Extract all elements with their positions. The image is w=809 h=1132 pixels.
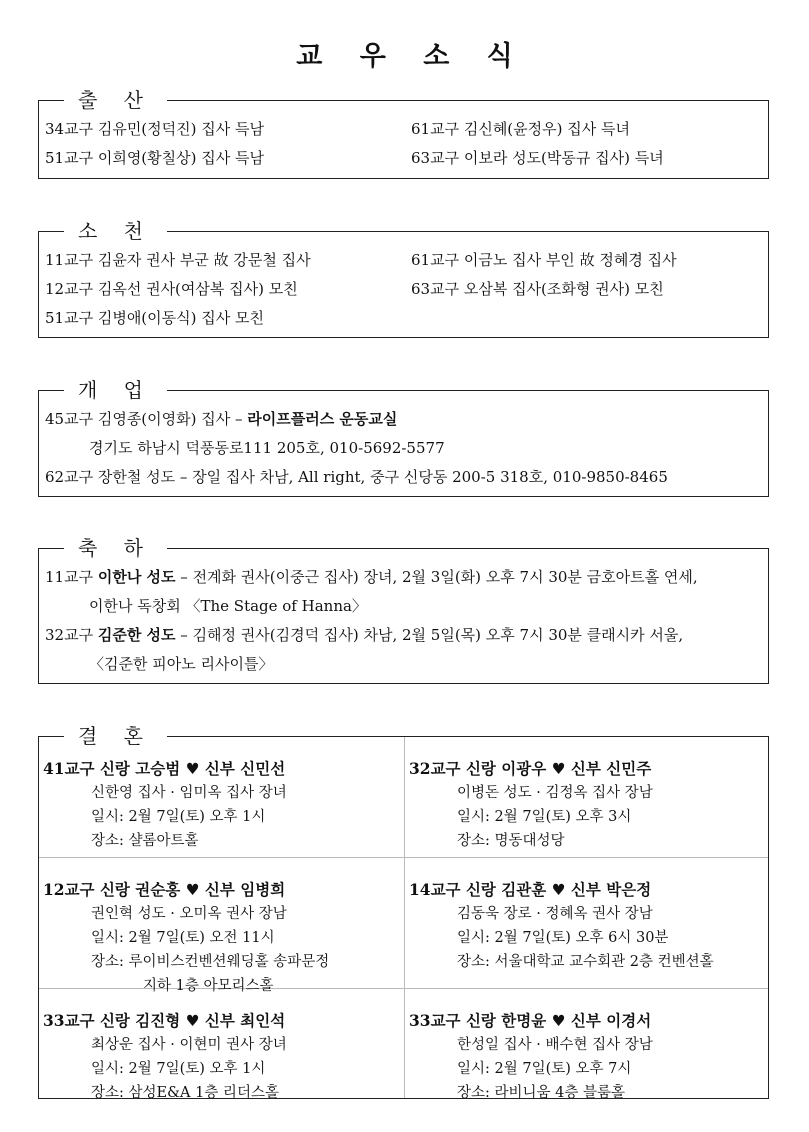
- wedding-entry: [405, 868, 769, 974]
- congrats-detail: – 전계화 권사(이중근 집사) 장녀, 2월 3일(화) 오후 7시 30분 금호아트홀 연세,: [175, 568, 698, 586]
- wedding-parents: 권인혁 성도 · 오미옥 권사 장남: [91, 906, 287, 922]
- heart-icon: ♥: [185, 1011, 200, 1030]
- heart-icon: ♥: [551, 1011, 566, 1030]
- wedding-parents: 이병돈 성도 · 김정옥 집사 장남: [457, 785, 653, 801]
- opening-item: [45, 405, 762, 434]
- wedding-date: 일시: 2월 7일(토) 오후 6시 30분: [457, 930, 669, 946]
- birth-item: 61교구 김신혜(윤정우) 집사 득녀: [411, 120, 630, 138]
- wedding-place: 장소: 명동대성당: [457, 833, 565, 849]
- congrats-person: 이한나 성도: [97, 568, 176, 586]
- wedding-date: 일시: 2월 7일(토) 오후 7시: [457, 1061, 632, 1077]
- wedding-parents: 신한영 집사 · 임미옥 집사 장녀: [91, 785, 287, 801]
- opening-item-prefix: 45교구 김영종(이영화) 집사 –: [45, 410, 248, 428]
- birth-item: 34교구 김유민(정덕진) 집사 득남: [45, 120, 264, 138]
- opening-section: [38, 390, 769, 497]
- wedding-date: 일시: 2월 7일(토) 오후 1시: [91, 1061, 266, 1077]
- wedding-section: [38, 736, 769, 1099]
- death-item: 61교구 이금노 집사 부인 故 정혜경 집사: [411, 251, 677, 269]
- wedding-place-continuation: 지하 1층 아모리스홀: [143, 978, 274, 994]
- congrats-detail: – 김해정 권사(김경덕 집사) 차남, 2월 5일(목) 오후 7시 30분 클래시카 서울,: [175, 626, 684, 644]
- wedding-couple: 12교구 신랑 권순홍 ♥ 신부 임병희: [43, 880, 286, 899]
- wedding-couple: 14교구 신랑 김관훈 ♥ 신부 박은정: [409, 880, 652, 899]
- death-section: [38, 231, 769, 338]
- wedding-place: 장소: 루이비스컨벤션웨딩홀 송파문정: [91, 954, 330, 970]
- wedding-couple: 33교구 신랑 한명윤 ♥ 신부 이경서: [409, 1011, 652, 1030]
- wedding-couple: 41교구 신랑 고승범 ♥ 신부 신민선: [43, 759, 286, 778]
- opening-section-title: 개 업: [64, 377, 167, 403]
- wedding-place: 장소: 샬롬아트홀: [91, 833, 199, 849]
- wedding-couple: 32교구 신랑 이광우 ♥ 신부 신민주: [409, 759, 652, 778]
- congrats-person: 김준한 성도: [97, 626, 176, 644]
- death-item: 12교구 김옥선 권사(여삼복 집사) 모친: [45, 280, 298, 298]
- congrats-section-title: 축 하: [64, 535, 167, 561]
- congrats-parish: 32교구: [45, 626, 98, 644]
- wedding-place: 장소: 라비니움 4층 블룸홀: [457, 1085, 626, 1101]
- opening-business-name: 라이프플러스 운동교실: [247, 410, 398, 428]
- heart-icon: ♥: [551, 759, 566, 778]
- heart-icon: ♥: [185, 759, 200, 778]
- opening-item: 62교구 장한철 성도 – 장일 집사 차남, All right, 중구 신당동 200-5 318호, 010-9850-8465: [45, 468, 668, 486]
- wedding-date: 일시: 2월 7일(토) 오전 11시: [91, 930, 275, 946]
- birth-item: 63교구 이보라 성도(박동규 집사) 득녀: [411, 149, 664, 167]
- congrats-continuation: 이한나 독창회 〈The Stage of Hanna〉: [89, 597, 367, 615]
- wedding-section-title: 결 혼: [64, 723, 167, 749]
- death-item: 51교구 김병애(이동식) 집사 모친: [45, 309, 264, 327]
- wedding-parents: 김동욱 장로 · 정혜옥 권사 장남: [457, 906, 653, 922]
- death-section-title: 소 천: [64, 218, 167, 244]
- wedding-place: 장소: 삼성E&A 1층 리더스홀: [91, 1085, 279, 1101]
- congrats-item: [45, 563, 762, 592]
- heart-icon: ♥: [185, 880, 200, 899]
- death-item: 63교구 오삼복 집사(조화형 권사) 모친: [411, 280, 664, 298]
- congrats-section: [38, 548, 769, 684]
- wedding-entry: [39, 747, 403, 853]
- birth-item: 51교구 이희영(황칠상) 집사 득남: [45, 149, 264, 167]
- opening-address: 경기도 하남시 덕풍동로111 205호, 010-5692-5577: [89, 439, 445, 457]
- wedding-place: 장소: 서울대학교 교수회관 2층 컨벤션홀: [457, 954, 714, 970]
- wedding-entry: [405, 747, 769, 853]
- wedding-parents: 한성일 집사 · 배수현 집사 장남: [457, 1037, 653, 1053]
- wedding-couple: 33교구 신랑 김진형 ♥ 신부 최인석: [43, 1011, 286, 1030]
- wedding-date: 일시: 2월 7일(토) 오후 1시: [91, 809, 266, 825]
- wedding-entry: [39, 868, 403, 998]
- congrats-parish: 11교구: [45, 568, 98, 586]
- page-title: 교 우 소 식: [296, 41, 527, 72]
- wedding-date: 일시: 2월 7일(토) 오후 3시: [457, 809, 632, 825]
- congrats-item: [45, 621, 762, 650]
- congrats-continuation: 〈김준한 피아노 리사이틀〉: [89, 655, 274, 673]
- wedding-entry: [405, 999, 769, 1105]
- wedding-parents: 최상운 집사 · 이현미 권사 장녀: [91, 1037, 287, 1053]
- death-item: 11교구 김윤자 권사 부군 故 강문철 집사: [45, 251, 311, 269]
- birth-section-title: 출 산: [64, 87, 167, 113]
- wedding-entry: [39, 999, 403, 1105]
- heart-icon: ♥: [551, 880, 566, 899]
